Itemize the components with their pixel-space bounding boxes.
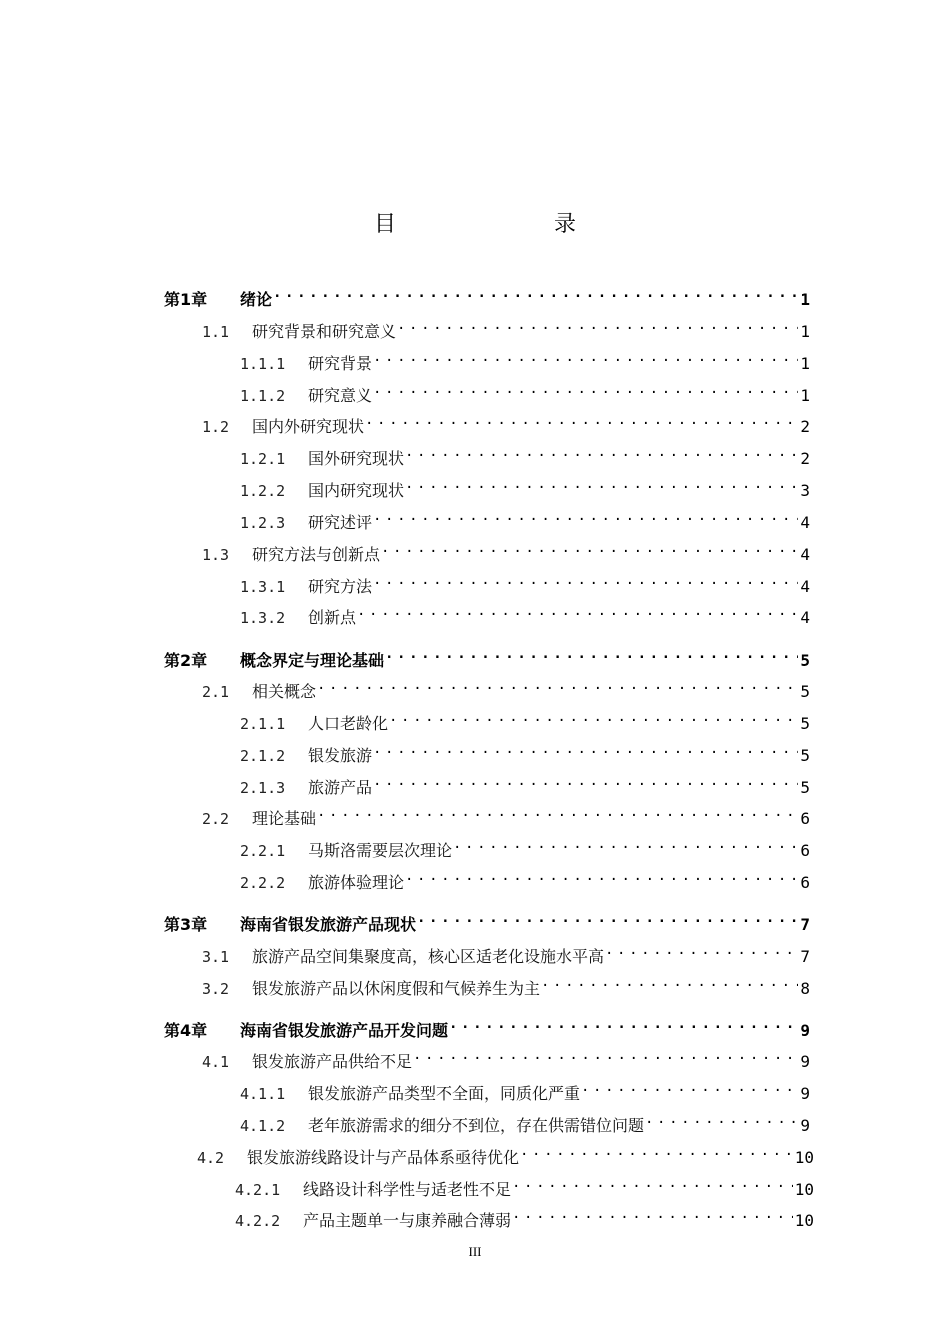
dot-leader [605,938,798,962]
toc-number: 1.3.2 [240,609,286,627]
toc-section-1-1[interactable] [202,313,810,341]
dot-leader [373,737,798,761]
toc-page-number: 7 [800,915,810,934]
toc-section-4-2[interactable] [197,1139,814,1167]
toc-number: 2.2.2 [240,874,286,892]
dot-leader [541,970,798,994]
dot-leader [273,281,798,305]
toc-number: 3.2 [202,980,230,998]
toc-section-2-2[interactable] [202,800,810,828]
toc-title: 旅游产品空间集聚度高，核心区适老化设施水平高 [252,947,605,966]
toc-page-number: 7 [800,947,810,966]
dot-leader [365,408,798,432]
toc-page-number: 1 [800,322,810,341]
dot-leader [453,832,798,856]
toc-number: 4.2 [197,1149,225,1167]
toc-title: 研究方法与创新点 [252,545,381,564]
toc-title: 老年旅游需求的细分不到位，存在供需错位问题 [308,1116,645,1135]
dot-leader [317,800,798,824]
toc-chapter-1[interactable] [164,281,810,309]
toc-section-1-2[interactable] [202,408,810,436]
toc-title: 海南省银发旅游产品开发问题 [240,1021,449,1040]
toc-number: 1.1.2 [240,387,286,405]
toc-title: 旅游体验理论 [308,873,405,892]
toc-section-2-1[interactable] [202,673,810,701]
toc-title: 国内外研究现状 [252,417,365,436]
toc-page-number: 9 [800,1116,810,1135]
toc-title: 创新点 [308,608,357,627]
toc-number: 4.1 [202,1053,230,1071]
toc-chapter-2[interactable] [164,642,810,670]
toc-number: 1.1.1 [240,355,286,373]
toc-title: 研究背景和研究意义 [252,322,397,341]
toc-page-number: 2 [800,449,810,468]
toc-title: 旅游产品 [308,778,373,797]
toc-number: 第2章 [164,651,208,670]
toc-number: 1.2.1 [240,450,286,468]
toc-subsection-1-3-2[interactable] [240,599,810,627]
page-title: 目 录 [373,212,614,237]
dot-leader [417,906,798,930]
toc-number: 2.1.3 [240,779,286,797]
dot-leader [373,504,798,528]
toc-number: 4.2.2 [235,1212,281,1230]
toc-title: 理论基础 [252,809,317,828]
toc-number: 2.1.2 [240,747,286,765]
toc-subsection-4-2-2[interactable] [235,1202,814,1230]
toc-subsection-1-1-2[interactable] [240,377,810,405]
toc-title: 产品主题单一与康养融合薄弱 [303,1211,512,1230]
dot-leader [317,673,798,697]
toc-number: 第3章 [164,915,208,934]
toc-title: 相关概念 [252,682,317,701]
dot-leader [405,440,798,464]
toc-subsection-2-1-1[interactable] [240,705,810,733]
toc-page-number: 9 [800,1052,810,1071]
toc-page-number: 5 [800,714,810,733]
dot-leader [373,377,798,401]
toc-subsection-1-3-1[interactable] [240,568,810,596]
toc-chapter-4[interactable] [164,1012,810,1040]
toc-number: 1.1 [202,323,230,341]
toc-page-number: 6 [800,873,810,892]
dot-leader [373,568,798,592]
dot-leader [520,1139,793,1163]
toc-title: 银发旅游产品以休闲度假和气候养生为主 [252,979,541,998]
toc-page-number: 6 [800,809,810,828]
toc-page-number: 3 [800,481,810,500]
toc-subsection-4-1-2[interactable] [240,1107,810,1135]
toc-title: 研究意义 [308,386,373,405]
dot-leader [581,1075,798,1099]
toc-title: 马斯洛需要层次理论 [308,841,453,860]
toc-page-number: 5 [800,682,810,701]
toc-subsection-2-1-3[interactable] [240,769,810,797]
dot-leader [645,1107,798,1131]
toc-title: 海南省银发旅游产品现状 [240,915,417,934]
dot-leader [397,313,798,337]
toc-page-number: 4 [800,577,810,596]
toc-subsection-2-1-2[interactable] [240,737,810,765]
toc-number: 1.3 [202,546,230,564]
toc-title: 研究述评 [308,513,373,532]
toc-title: 银发旅游线路设计与产品体系亟待优化 [247,1148,520,1167]
toc-number: 1.2.2 [240,482,286,500]
toc-subsection-4-1-1[interactable] [240,1075,810,1103]
toc-title: 国内研究现状 [308,481,405,500]
toc-number: 4.2.1 [235,1181,281,1199]
dot-leader [405,864,798,888]
toc-title: 研究方法 [308,577,373,596]
toc-page-number: 5 [800,746,810,765]
toc-title: 概念界定与理论基础 [240,651,385,670]
toc-title: 国外研究现状 [308,449,405,468]
toc-subsection-2-2-1[interactable] [240,832,810,860]
toc-title: 人口老龄化 [308,714,389,733]
toc-title: 绪论 [240,290,273,309]
toc-title: 银发旅游产品类型不全面，同质化严重 [308,1084,581,1103]
dot-leader [357,599,798,623]
dot-leader [373,769,798,793]
toc-page-number: 5 [800,778,810,797]
toc-subsection-4-2-1[interactable] [235,1171,814,1199]
toc-chapter-3[interactable] [164,906,810,934]
toc-title: 线路设计科学性与适老性不足 [303,1180,512,1199]
dot-leader [512,1171,793,1195]
toc-page-number: 4 [800,608,810,627]
toc-page-number: 10 [794,1148,814,1167]
toc-page-number: 9 [800,1084,810,1103]
toc-page-number: 4 [800,545,810,564]
toc-number: 2.1 [202,683,230,701]
toc-page-number: 8 [800,979,810,998]
toc-subsection-1-2-3[interactable] [240,504,810,532]
toc-number: 3.1 [202,948,230,966]
toc-title: 研究背景 [308,354,373,373]
dot-leader [449,1012,798,1036]
toc-page-number: 1 [800,386,810,405]
toc-number: 1.2.3 [240,514,286,532]
dot-leader [389,705,798,729]
toc-number: 1.2 [202,418,230,436]
toc-subsection-1-2-1[interactable] [240,440,810,468]
toc-page-number: 2 [800,417,810,436]
toc-title: 银发旅游 [308,746,373,765]
toc-section-3-2[interactable] [202,970,810,998]
toc-section-1-3[interactable] [202,536,810,564]
toc-page-number: 10 [794,1211,814,1230]
toc-page-number: 10 [794,1180,814,1199]
dot-leader [405,472,798,496]
toc-page-number: 1 [800,354,810,373]
toc-number: 1.3.1 [240,578,286,596]
toc-page-number: 4 [800,513,810,532]
dot-leader [381,536,798,560]
dot-leader [413,1043,798,1067]
toc-number: 第4章 [164,1021,208,1040]
toc-subsection-2-2-2[interactable] [240,864,810,892]
dot-leader [373,345,798,369]
dot-leader [512,1202,793,1226]
toc-page-number: 1 [800,290,810,309]
toc-page-number: 6 [800,841,810,860]
toc-section-4-1[interactable] [202,1043,810,1071]
toc-number: 第1章 [164,290,208,309]
toc-section-3-1[interactable] [202,938,810,966]
toc-title: 银发旅游产品供给不足 [252,1052,413,1071]
toc-number: 4.1.1 [240,1085,286,1103]
toc-number: 2.2 [202,810,230,828]
dot-leader [385,642,798,666]
footer-page-number: III [468,1244,482,1259]
toc-page-number: 5 [800,651,810,670]
toc-subsection-1-1-1[interactable] [240,345,810,373]
toc-number: 2.1.1 [240,715,286,733]
toc-page-number: 9 [800,1021,810,1040]
toc-number: 2.2.1 [240,842,286,860]
toc-subsection-1-2-2[interactable] [240,472,810,500]
toc-number: 4.1.2 [240,1117,286,1135]
